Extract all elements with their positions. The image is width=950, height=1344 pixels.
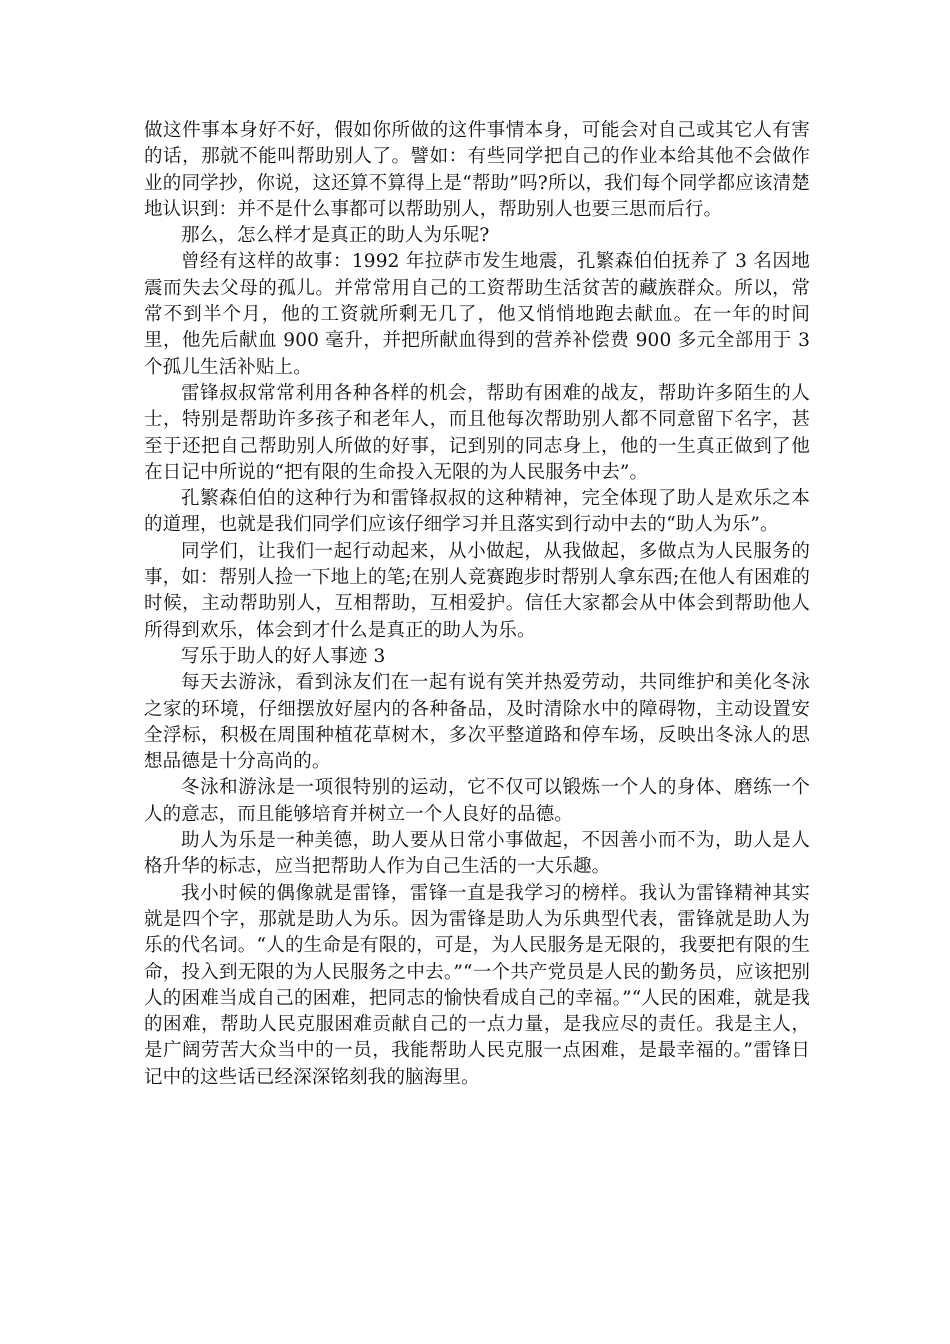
- section-heading: 写乐于助人的好人事迹 3: [181, 645, 386, 667]
- paragraph-2: 那么，怎么样才是真正的助人为乐呢?: [181, 225, 490, 247]
- paragraph-3: 曾经有这样的故事：1992 年拉萨市发生地震，孔繁森伯伯抚养了 3 名因地震而失去父母的孤儿。并常常用自己的工资帮助生活贫苦的藏族群众。所以，常常不到半个月，他的工资就所剩无几了，他又悄悄地跑去献血。在一年的时间里，他先后献血 900 毫升，并把所献血得到的营养补偿费 900 多元全部用于 3 个孤儿生活补贴上。: [144, 251, 810, 378]
- paragraph-1: 做这件事本身好不好，假如你所做的这件事情本身，可能会对自己或其它人有害的话，那就不能叫帮助别人了。譬如：有些同学把自己的作业本给其他不会做作业的同学抄，你说，这还算不算得上是“帮助”吗?所以，我们每个同学都应该清楚地认识到：并不是什么事都可以帮助别人，帮助别人也要三思而后行。: [144, 120, 810, 220]
- paragraph-8: 冬泳和游泳是一项很特别的运动，它不仅可以锻炼一个人的身体、磨练一个人的意志，而且能够培育并树立一个人良好的品德。: [144, 777, 810, 825]
- document-body: [144, 118, 810, 1091]
- paragraph-9: 助人为乐是一种美德，助人要从日常小事做起，不因善小而不为，助人是人格升华的标志，应当把帮助人作为自己生活的一大乐趣。: [144, 830, 810, 878]
- paragraph-10: 我小时候的偶像就是雷锋，雷锋一直是我学习的榜样。我认为雷锋精神其实就是四个字，那就是助人为乐。因为雷锋是助人为乐典型代表，雷锋就是助人为乐的代名词。“人的生命是有限的，可是，为人民服务是无限的，我要把有限的生命，投入到无限的为人民服务之中去。”“一个共产党员是人民的勤务员，应该把别人的困难当成自己的困难，把同志的愉快看成自己的幸福。”“人民的困难，就是我的困难，帮助人民克服困难贡献自己的一点力量，是我应尽的责任。我是主人，是广阔劳苦大众当中的一员，我能帮助人民克服一点困难，是最幸福的。”雷锋日记中的这些话已经深深铭刻我的脑海里。: [144, 882, 810, 1088]
- paragraph-7: 每天去游泳，看到泳友们在一起有说有笑并热爱劳动，共同维护和美化冬泳之家的环境，仔细摆放好屋内的各种备品，及时清除水中的障碍物，主动设置安全浮标，积极在周围种植花草树木，多次平整道路和停车场，反映出冬泳人的思想品德是十分高尚的。: [144, 672, 810, 773]
- paragraph-4: 雷锋叔叔常常利用各种各样的机会，帮助有困难的战友，帮助许多陌生的人士，特别是帮助许多孩子和老年人，而且他每次帮助别人都不同意留下名字，甚至于还把自己帮助别人所做的好事，记到别的同志身上，他的一生真正做到了他在日记中所说的“把有限的生命投入无限的为人民服务中去”。: [144, 382, 810, 483]
- paragraph-6: 同学们，让我们一起行动起来，从小做起，从我做起，多做点为人民服务的事，如：帮别人捡一下地上的笔;在别人竞赛跑步时帮别人拿东西;在他人有困难的时候，主动帮助别人，互相帮助，互相爱护。信任大家都会从中体会到帮助他人所得到欢乐，体会到才什么是真正的助人为乐。: [144, 540, 810, 641]
- paragraph-5: 孔繁森伯伯的这种行为和雷锋叔叔的这种精神，完全体现了助人是欢乐之本的道理，也就是我们同学们应该仔细学习并且落实到行动中去的“助人为乐”。: [144, 488, 810, 536]
